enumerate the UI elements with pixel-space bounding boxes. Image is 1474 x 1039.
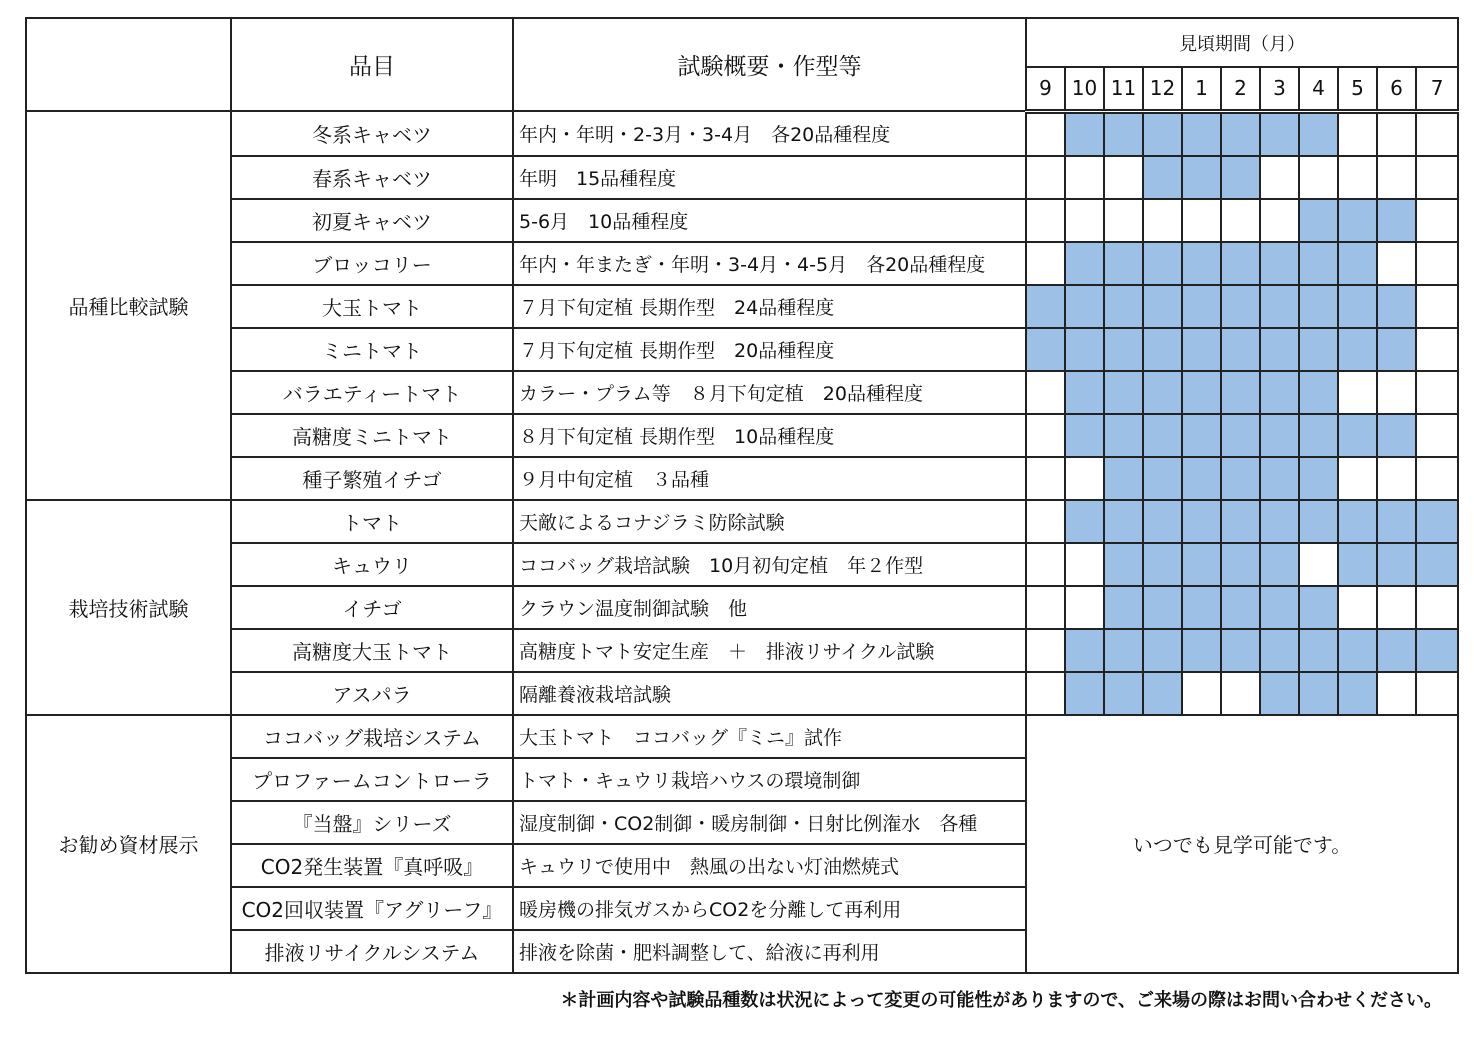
month-cell-empty <box>1377 586 1416 629</box>
month-cell-active <box>1065 328 1104 371</box>
month-cell-empty <box>1221 199 1260 242</box>
month-cell-active <box>1182 156 1221 199</box>
month-cell-active <box>1221 111 1260 156</box>
item-description: 高糖度トマト安定生産 ＋ 排液リサイクル試験 <box>513 629 1026 672</box>
month-cell-active <box>1377 328 1416 371</box>
item-description: 年内・年またぎ・年明・3-4月・4-5月 各20品種程度 <box>513 242 1026 285</box>
month-cell-empty <box>1338 156 1377 199</box>
category-label: お勧め資材展示 <box>26 715 231 973</box>
month-cell-active <box>1104 242 1143 285</box>
always-open-note: いつでも見学可能です。 <box>1026 715 1458 973</box>
month-cell-active <box>1104 457 1143 500</box>
month-cell-empty <box>1221 672 1260 715</box>
month-cell-empty <box>1338 371 1377 414</box>
month-header: 11 <box>1104 67 1143 111</box>
month-cell-empty <box>1026 543 1065 586</box>
month-cell-active <box>1182 543 1221 586</box>
month-cell-active <box>1065 629 1104 672</box>
month-header: 12 <box>1143 67 1182 111</box>
month-cell-empty <box>1065 457 1104 500</box>
item-name: CO2回収装置『アグリーフ』 <box>231 887 513 930</box>
month-cell-active <box>1026 285 1065 328</box>
item-name: 高糖度大玉トマト <box>231 629 513 672</box>
month-header: 7 <box>1416 67 1458 111</box>
item-name: 高糖度ミニトマト <box>231 414 513 457</box>
month-cell-empty <box>1338 586 1377 629</box>
month-cell-empty <box>1416 414 1458 457</box>
month-cell-active <box>1299 629 1338 672</box>
month-cell-active <box>1182 629 1221 672</box>
month-cell-active <box>1338 629 1377 672</box>
month-cell-active <box>1260 543 1299 586</box>
month-cell-empty <box>1260 199 1299 242</box>
month-cell-empty <box>1299 543 1338 586</box>
month-cell-empty <box>1416 111 1458 156</box>
month-cell-active <box>1338 242 1377 285</box>
item-name: バラエティートマト <box>231 371 513 414</box>
month-cell-empty <box>1026 111 1065 156</box>
month-cell-active <box>1104 328 1143 371</box>
month-cell-active <box>1338 672 1377 715</box>
item-name: ミニトマト <box>231 328 513 371</box>
item-description: 暖房機の排気ガスからCO2を分離して再利用 <box>513 887 1026 930</box>
footnote: ＊計画内容や試験品種数は状況によって変更の可能性がありますので、ご来場の際はお問い合わせください。 <box>560 990 1442 1011</box>
item-name: 春系キャベツ <box>231 156 513 199</box>
month-header: 3 <box>1260 67 1299 111</box>
month-cell-active <box>1299 457 1338 500</box>
item-description: 大玉トマト ココバッグ『ミニ』試作 <box>513 715 1026 758</box>
category-label: 品種比較試験 <box>26 111 231 500</box>
item-description: 隔離養液栽培試験 <box>513 672 1026 715</box>
month-cell-empty <box>1416 328 1458 371</box>
month-cell-active <box>1065 371 1104 414</box>
month-cell-empty <box>1299 156 1338 199</box>
month-cell-empty <box>1026 629 1065 672</box>
month-cell-active <box>1104 414 1143 457</box>
item-name: 冬系キャベツ <box>231 111 513 156</box>
month-cell-active <box>1104 111 1143 156</box>
month-cell-active <box>1221 629 1260 672</box>
item-name: キュウリ <box>231 543 513 586</box>
month-cell-empty <box>1026 199 1065 242</box>
item-description: ７月下旬定植 長期作型 20品種程度 <box>513 328 1026 371</box>
month-cell-empty <box>1260 156 1299 199</box>
item-name: 『当盤』シリーズ <box>231 801 513 844</box>
month-cell-active <box>1104 285 1143 328</box>
month-cell-active <box>1260 371 1299 414</box>
month-cell-empty <box>1338 457 1377 500</box>
item-name: プロファームコントローラ <box>231 758 513 801</box>
month-cell-active <box>1182 586 1221 629</box>
month-cell-empty <box>1026 500 1065 543</box>
month-cell-active <box>1065 242 1104 285</box>
month-cell-active <box>1377 629 1416 672</box>
month-cell-empty <box>1065 156 1104 199</box>
month-cell-active <box>1377 199 1416 242</box>
month-cell-empty <box>1065 199 1104 242</box>
month-cell-active <box>1104 543 1143 586</box>
month-cell-active <box>1416 543 1458 586</box>
month-cell-empty <box>1416 199 1458 242</box>
month-cell-active <box>1182 457 1221 500</box>
table-row <box>26 285 1458 328</box>
month-cell-active <box>1221 242 1260 285</box>
month-cell-active <box>1260 586 1299 629</box>
month-cell-active <box>1221 285 1260 328</box>
month-cell-empty <box>1338 111 1377 156</box>
month-cell-active <box>1143 629 1182 672</box>
item-description: 天敵によるコナジラミ防除試験 <box>513 500 1026 543</box>
item-description: クラウン温度制御試験 他 <box>513 586 1026 629</box>
month-header: 4 <box>1299 67 1338 111</box>
month-cell-active <box>1221 156 1260 199</box>
month-cell-empty <box>1065 586 1104 629</box>
month-cell-empty <box>1065 543 1104 586</box>
month-cell-empty <box>1143 199 1182 242</box>
month-cell-active <box>1260 328 1299 371</box>
table-row <box>26 543 1458 586</box>
month-cell-active <box>1338 543 1377 586</box>
month-header: 10 <box>1065 67 1104 111</box>
month-cell-active <box>1143 457 1182 500</box>
table-row <box>26 156 1458 199</box>
month-cell-empty <box>1377 111 1416 156</box>
item-description: 湿度制御・CO2制御・暖房制御・日射比例潅水 各種 <box>513 801 1026 844</box>
month-cell-active <box>1338 328 1377 371</box>
month-cell-active <box>1338 414 1377 457</box>
item-description: ８月下旬定植 長期作型 10品種程度 <box>513 414 1026 457</box>
month-cell-active <box>1416 500 1458 543</box>
item-name: トマト <box>231 500 513 543</box>
month-cell-active <box>1377 414 1416 457</box>
month-cell-active <box>1143 156 1182 199</box>
item-name: ブロッコリー <box>231 242 513 285</box>
month-cell-active <box>1260 242 1299 285</box>
category-label: 栽培技術試験 <box>26 500 231 715</box>
item-description: 年内・年明・2-3月・3-4月 各20品種程度 <box>513 111 1026 156</box>
month-cell-empty <box>1026 586 1065 629</box>
table-row <box>26 242 1458 285</box>
month-cell-empty <box>1416 242 1458 285</box>
month-cell-active <box>1260 629 1299 672</box>
header-category-cell <box>26 18 231 111</box>
month-cell-active <box>1221 328 1260 371</box>
table-row <box>26 111 1458 156</box>
month-cell-empty <box>1026 242 1065 285</box>
month-cell-active <box>1065 672 1104 715</box>
month-cell-active <box>1221 457 1260 500</box>
month-cell-active <box>1104 672 1143 715</box>
month-cell-active <box>1221 414 1260 457</box>
month-cell-active <box>1260 111 1299 156</box>
header-item: 品目 <box>231 18 513 111</box>
month-cell-empty <box>1026 672 1065 715</box>
month-cell-active <box>1182 242 1221 285</box>
month-cell-active <box>1260 672 1299 715</box>
month-cell-empty <box>1416 457 1458 500</box>
month-cell-active <box>1143 242 1182 285</box>
month-cell-active <box>1065 500 1104 543</box>
month-cell-active <box>1377 543 1416 586</box>
month-cell-active <box>1299 111 1338 156</box>
month-cell-active <box>1104 629 1143 672</box>
table-row <box>26 629 1458 672</box>
month-header: 1 <box>1182 67 1221 111</box>
month-cell-empty <box>1377 371 1416 414</box>
item-name: アスパラ <box>231 672 513 715</box>
month-cell-active <box>1221 586 1260 629</box>
month-cell-active <box>1299 371 1338 414</box>
month-cell-empty <box>1026 414 1065 457</box>
month-cell-active <box>1182 371 1221 414</box>
month-cell-active <box>1338 500 1377 543</box>
month-cell-active <box>1182 414 1221 457</box>
table-row <box>26 414 1458 457</box>
month-cell-active <box>1299 500 1338 543</box>
month-cell-active <box>1299 586 1338 629</box>
schedule-body <box>26 111 1458 973</box>
month-cell-active <box>1182 285 1221 328</box>
month-cell-active <box>1299 414 1338 457</box>
item-name: 排液リサイクルシステム <box>231 930 513 973</box>
month-cell-active <box>1143 672 1182 715</box>
exhibition-schedule-table <box>25 17 1459 974</box>
month-cell-active <box>1065 111 1104 156</box>
month-cell-active <box>1182 500 1221 543</box>
month-cell-active <box>1065 285 1104 328</box>
month-cell-active <box>1377 500 1416 543</box>
table-row <box>26 371 1458 414</box>
month-cell-active <box>1221 543 1260 586</box>
table-row <box>26 586 1458 629</box>
month-cell-active <box>1260 500 1299 543</box>
header-viewing-period: 見頃期間（月） <box>1026 18 1458 67</box>
table-row <box>26 199 1458 242</box>
month-cell-active <box>1104 500 1143 543</box>
month-cell-active <box>1338 285 1377 328</box>
item-name: 初夏キャベツ <box>231 199 513 242</box>
month-cell-empty <box>1377 672 1416 715</box>
month-cell-active <box>1182 328 1221 371</box>
month-cell-empty <box>1026 156 1065 199</box>
month-cell-active <box>1143 414 1182 457</box>
month-cell-active <box>1104 586 1143 629</box>
table-row <box>26 500 1458 543</box>
month-cell-empty <box>1377 242 1416 285</box>
month-cell-active <box>1065 414 1104 457</box>
header-description: 試験概要・作型等 <box>513 18 1026 111</box>
month-cell-active <box>1143 586 1182 629</box>
month-cell-active <box>1416 629 1458 672</box>
item-name: ココバッグ栽培システム <box>231 715 513 758</box>
month-header: 5 <box>1338 67 1377 111</box>
month-cell-empty <box>1104 199 1143 242</box>
month-cell-empty <box>1416 285 1458 328</box>
month-cell-active <box>1143 111 1182 156</box>
month-cell-active <box>1143 328 1182 371</box>
month-cell-active <box>1260 414 1299 457</box>
item-name: CO2発生装置『真呼吸』 <box>231 844 513 887</box>
month-cell-active <box>1260 457 1299 500</box>
item-description: ７月下旬定植 長期作型 24品種程度 <box>513 285 1026 328</box>
item-name: 大玉トマト <box>231 285 513 328</box>
month-cell-active <box>1221 371 1260 414</box>
table-row <box>26 328 1458 371</box>
month-cell-active <box>1299 285 1338 328</box>
month-header: 9 <box>1026 67 1065 111</box>
table-row <box>26 457 1458 500</box>
month-cell-active <box>1221 500 1260 543</box>
item-description: 5-6月 10品種程度 <box>513 199 1026 242</box>
item-description: キュウリで使用中 熱風の出ない灯油燃焼式 <box>513 844 1026 887</box>
month-cell-empty <box>1377 457 1416 500</box>
month-cell-active <box>1299 328 1338 371</box>
month-cell-active <box>1143 500 1182 543</box>
table-row <box>26 672 1458 715</box>
month-cell-active <box>1299 242 1338 285</box>
month-cell-active <box>1182 111 1221 156</box>
table-row <box>26 715 1458 758</box>
item-description: ９月中旬定植 ３品種 <box>513 457 1026 500</box>
month-cell-active <box>1338 199 1377 242</box>
month-cell-active <box>1104 371 1143 414</box>
month-cell-active <box>1143 285 1182 328</box>
month-cell-active <box>1026 328 1065 371</box>
item-description: トマト・キュウリ栽培ハウスの環境制御 <box>513 758 1026 801</box>
item-description: ココバッグ栽培試験 10月初旬定植 年２作型 <box>513 543 1026 586</box>
month-cell-active <box>1143 543 1182 586</box>
month-cell-active <box>1299 672 1338 715</box>
month-cell-empty <box>1104 156 1143 199</box>
month-cell-empty <box>1026 371 1065 414</box>
month-cell-active <box>1299 199 1338 242</box>
month-cell-empty <box>1416 586 1458 629</box>
item-name: 種子繁殖イチゴ <box>231 457 513 500</box>
month-cell-active <box>1143 371 1182 414</box>
item-description: カラー・プラム等 ８月下旬定植 20品種程度 <box>513 371 1026 414</box>
item-description: 排液を除菌・肥料調整して、給液に再利用 <box>513 930 1026 973</box>
month-header: 2 <box>1221 67 1260 111</box>
month-cell-empty <box>1416 156 1458 199</box>
month-cell-active <box>1260 285 1299 328</box>
month-header: 6 <box>1377 67 1416 111</box>
month-cell-empty <box>1182 199 1221 242</box>
item-description: 年明 15品種程度 <box>513 156 1026 199</box>
month-cell-empty <box>1182 672 1221 715</box>
month-cell-empty <box>1026 457 1065 500</box>
month-cell-empty <box>1416 371 1458 414</box>
month-cell-empty <box>1377 156 1416 199</box>
month-cell-active <box>1377 285 1416 328</box>
item-name: イチゴ <box>231 586 513 629</box>
month-cell-empty <box>1416 672 1458 715</box>
